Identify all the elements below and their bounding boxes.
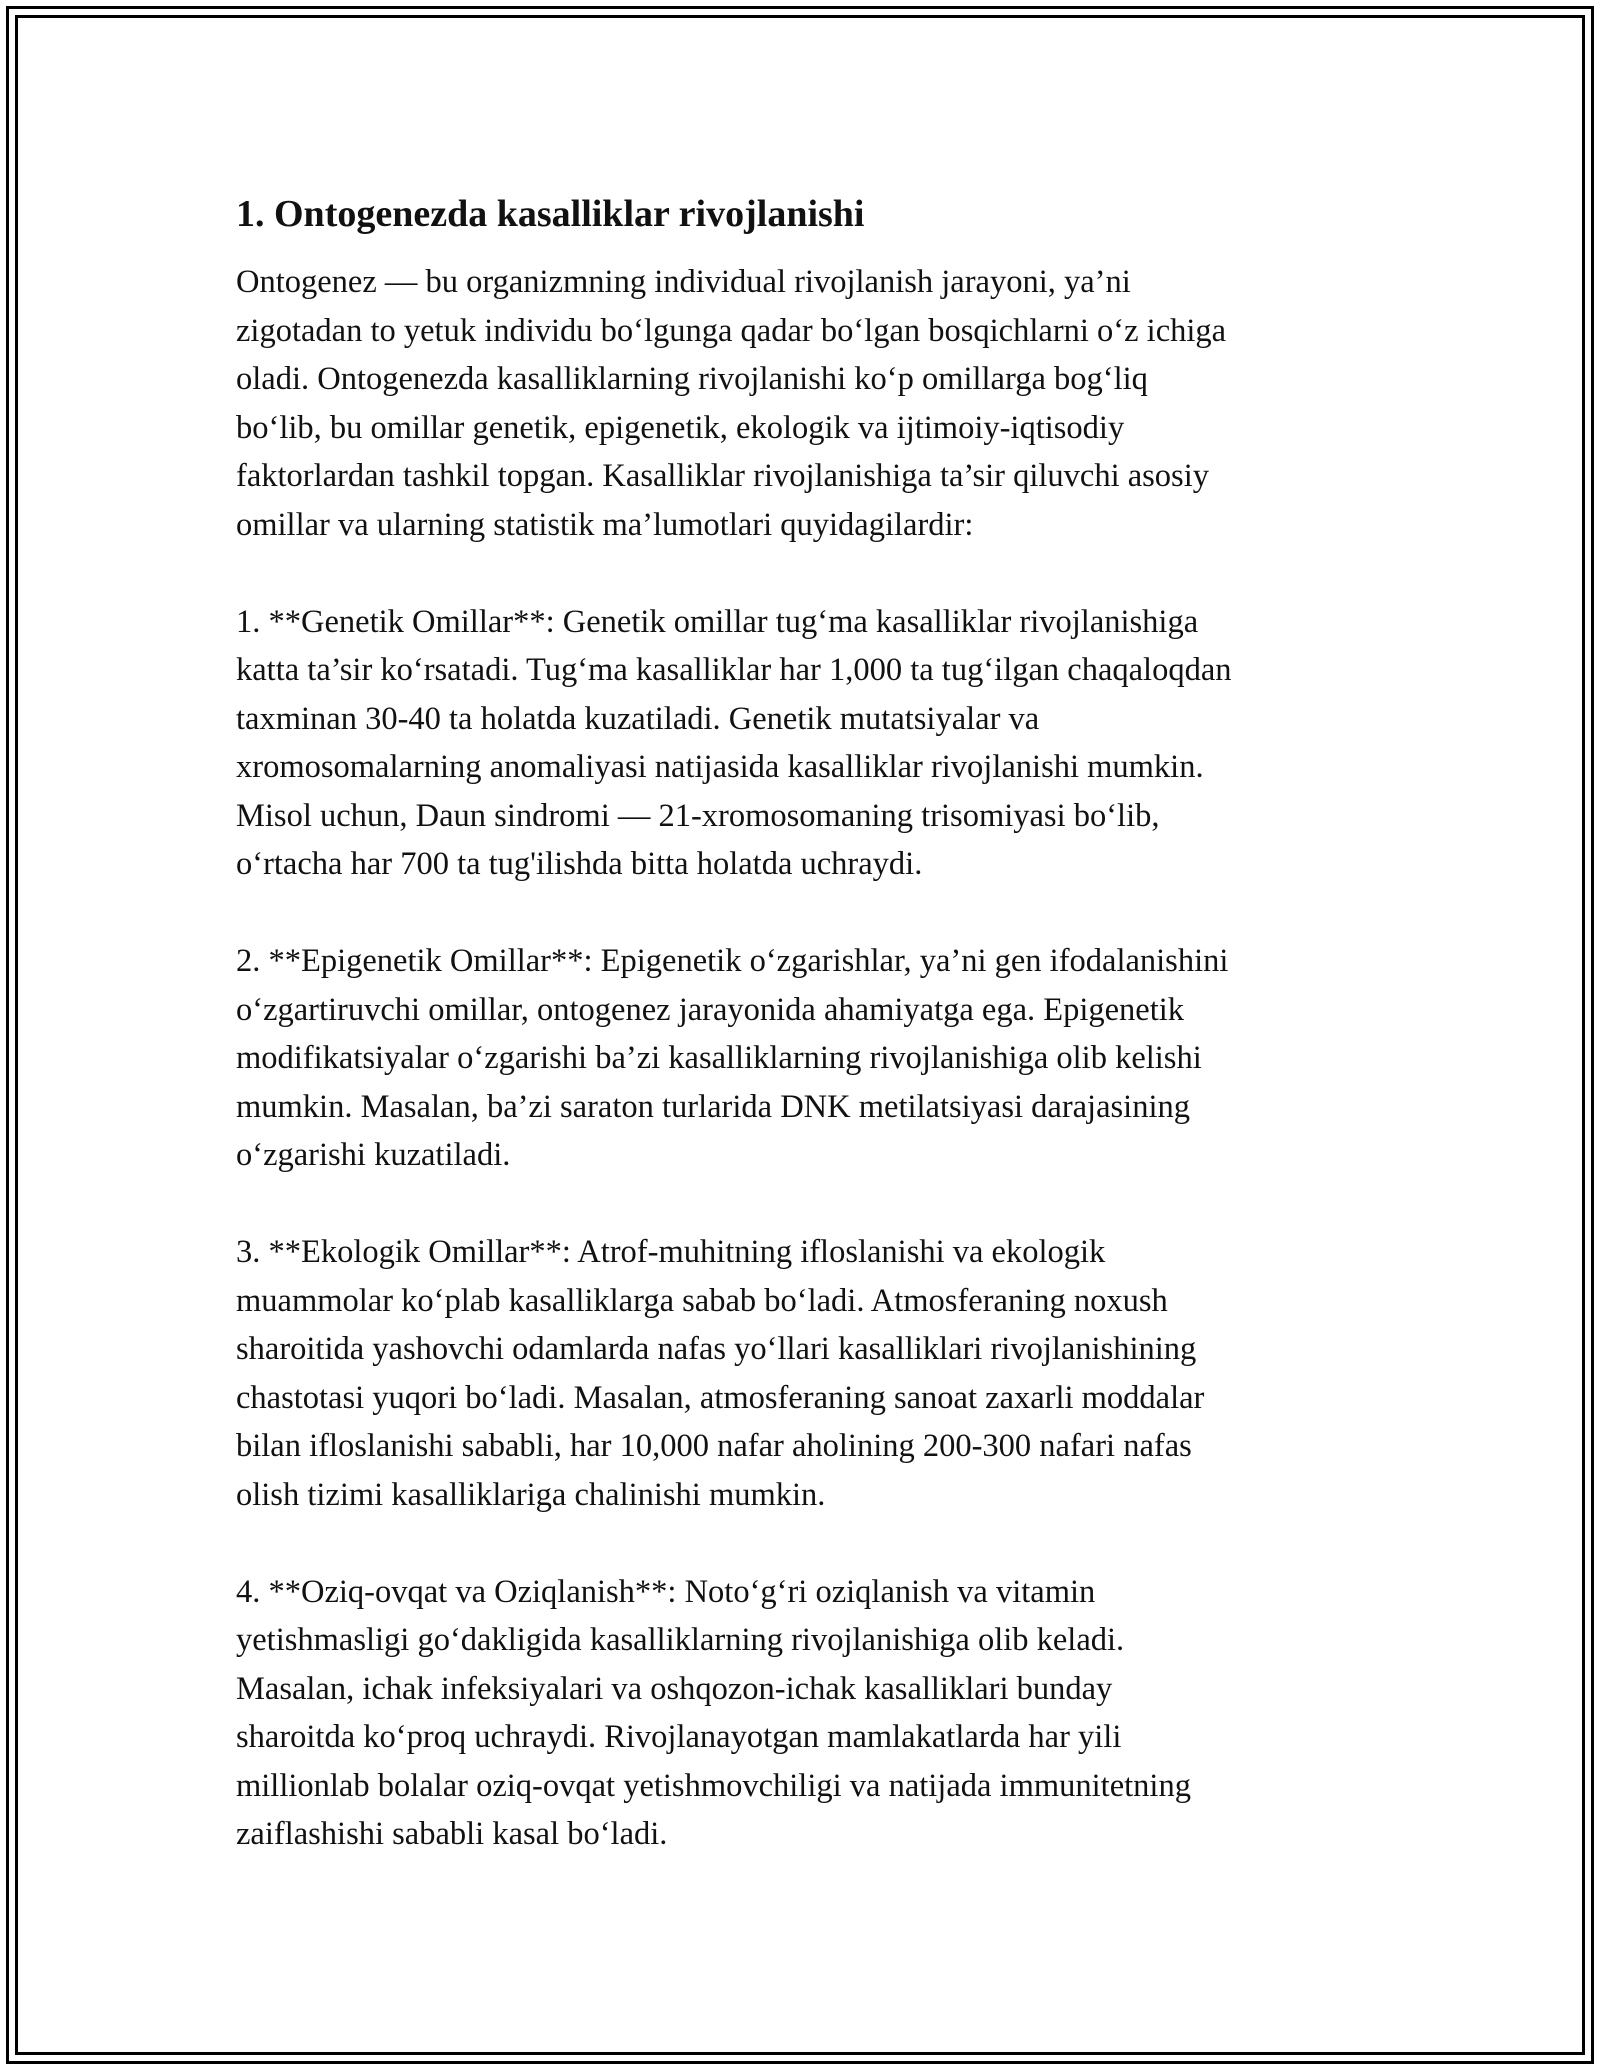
ecological-factors-paragraph: 3. **Ekologik Omillar**: Atrof-muhitning ifloslanishi va ekologik muammolar ko‘plab kasalliklarga sabab bo‘ladi. Atmosferaning noxush sharoitida yashovchi odamlarda nafas yo‘llari kasalliklari rivojlanishining chastotasi yuqori bo‘ladi. Masalan, atmosferaning sanoat zaxarli moddalar bilan ifloslanishi sababli, har 10,000 nafar aholining 200-300 nafari nafas olish tizimi kasalliklariga chalinishi mumkin.: [236, 1234, 1205, 1513]
epigenetic-factors-paragraph: 2. **Epigenetik Omillar**: Epigenetik o‘zgarishlar, ya’ni gen ifodalanishini o‘zgartiruvchi omillar, ontogenez jarayonida ahamiyatga ega. Epigenetik modifikatsiyalar o‘zgarishi ba’zi kasalliklarning rivojlanishiga olib kelishi mumkin. Masalan, ba’zi saraton turlarida DNK metilatsiyasi darajasining o‘zgarishi kuzatiladi.: [236, 943, 1229, 1173]
intro-paragraph: Ontogenez — bu organizmning individual rivojlanish jarayoni, ya’ni zigotadan to yetuk individu bo‘lgunga qadar bo‘lgan bosqichlarni o‘z ichiga oladi. Ontogenezda kasalliklarning rivojlanishi ko‘p omillarga bog‘liq bo‘lib, bu omillar genetik, epigenetik, ekologik va ijtimoiy-iqtisodiy faktorlardan tashkil topgan. Kasalliklar rivojlanishiga ta’sir qiluvchi asosiy omillar va ularning statistik ma’lumotlari quyidagilardir:: [236, 264, 1227, 543]
nutrition-factors-paragraph: 4. **Oziq-ovqat va Oziqlanish**: Noto‘g‘ri oziqlanish va vitamin yetishmasligi go‘dakligida kasalliklarning rivojlanishiga olib keladi. Masalan, ichak infeksiyalari va oshqozon-ichak kasalliklari bunday sharoitda ko‘proq uchraydi. Rivojlanayotgan mamlakatlarda har yili millionlab bolalar oziq-ovqat yetishmovchiligi va natijada immunitetning zaiflashishi sababli kasal bo‘ladi.: [236, 1573, 1191, 1852]
document-title: 1. Ontogenezda kasalliklar rivojlanishi: [236, 193, 865, 235]
genetic-factors-paragraph: 1. **Genetik Omillar**: Genetik omillar tug‘ma kasalliklar rivojlanishiga katta ta’sir ko‘rsatadi. Tug‘ma kasalliklar har 1,000 ta tug‘ilgan chaqaloqdan taxminan 30-40 ta holatda kuzatiladi. Genetik mutatsiyalar va xromosomalarning anomaliyasi natijasida kasalliklar rivojlanishi mumkin. Misol uchun, Daun sindromi — 21-xromosomaning trisomiyasi bo‘lib, o‘rtacha har 700 ta tug'ilishda bitta holatda uchraydi.: [236, 603, 1232, 882]
document-body: [236, 186, 1376, 1907]
